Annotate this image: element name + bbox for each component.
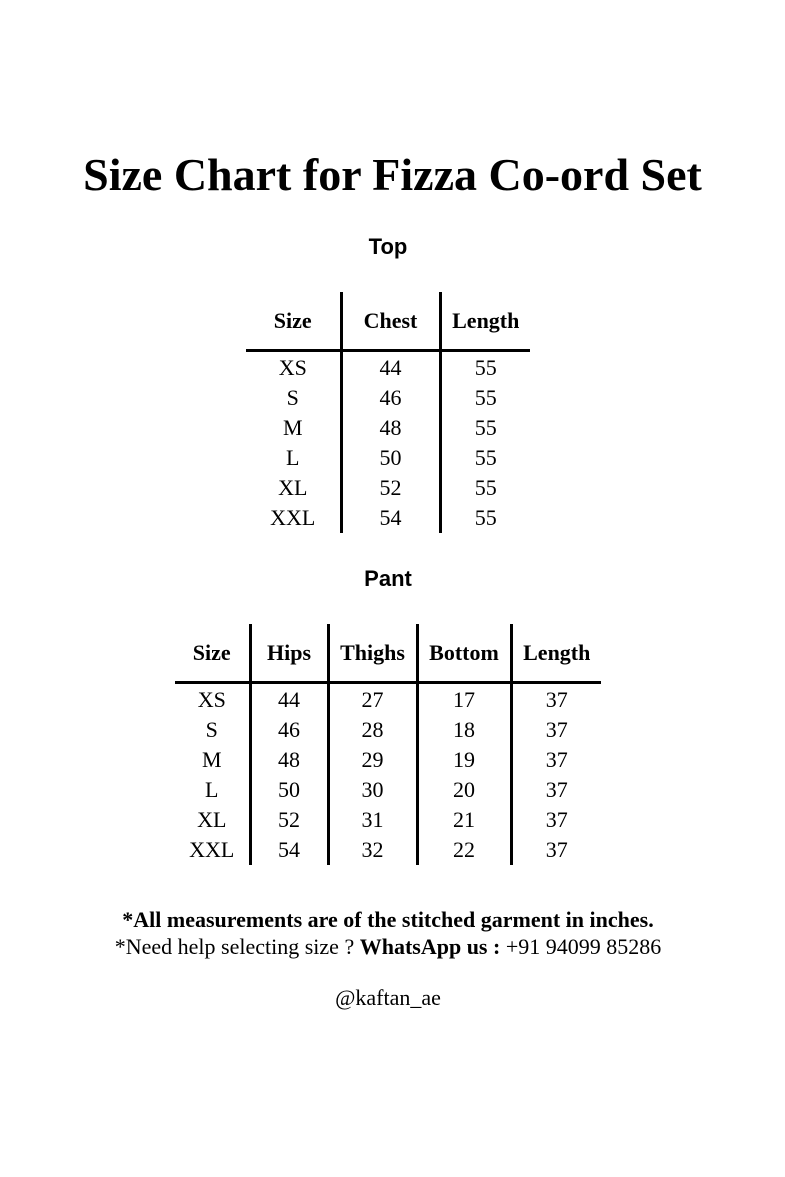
chest-cell: 46 <box>341 383 440 413</box>
pant-header-thighs: Thighs <box>328 624 417 683</box>
page-title: Size Chart for Fizza Co-ord Set <box>83 149 702 200</box>
hips-cell: 54 <box>250 835 328 865</box>
length-cell: 55 <box>474 385 497 410</box>
chest-cell: 48 <box>341 413 440 443</box>
bottom-cell: 22 <box>417 835 511 865</box>
size-cell: M <box>246 413 341 443</box>
table-row <box>175 683 601 716</box>
thighs-cell: 29 <box>328 745 417 775</box>
table-row <box>246 351 530 384</box>
thighs-cell: 31 <box>328 805 417 835</box>
table-row <box>246 503 530 533</box>
size-cell: M <box>175 745 250 775</box>
hips-cell: 52 <box>250 805 328 835</box>
table-row <box>246 473 530 503</box>
top-header-length: Length <box>440 292 530 351</box>
length-cell: 37 <box>545 777 568 802</box>
chest-cell: 52 <box>341 473 440 503</box>
bottom-cell: 17 <box>417 683 511 716</box>
chest-cell: 44 <box>341 351 440 384</box>
size-cell: S <box>175 715 250 745</box>
length-cell: 37 <box>545 747 568 772</box>
pant-header-length: Length <box>511 624 601 683</box>
thighs-cell: 30 <box>328 775 417 805</box>
length-cell: 55 <box>474 415 497 440</box>
hips-cell: 46 <box>250 715 328 745</box>
help-note <box>0 933 776 961</box>
thighs-cell: 28 <box>328 715 417 745</box>
size-cell: XXL <box>246 503 341 533</box>
size-cell: XL <box>175 805 250 835</box>
pant-size-table <box>175 624 601 865</box>
bottom-cell: 20 <box>417 775 511 805</box>
hips-cell: 50 <box>250 775 328 805</box>
bottom-cell: 19 <box>417 745 511 775</box>
size-cell: L <box>175 775 250 805</box>
table-row <box>175 775 601 805</box>
measurement-note: *All measurements are of the stitched garment in inches. <box>122 907 654 932</box>
table-row <box>246 383 530 413</box>
top-size-table <box>246 292 530 533</box>
top-table-header-row <box>246 292 530 351</box>
table-row <box>175 715 601 745</box>
size-cell: XL <box>246 473 341 503</box>
size-cell: S <box>246 383 341 413</box>
whatsapp-label: WhatsApp us : <box>359 934 501 959</box>
table-row <box>246 443 530 473</box>
help-prefix: *Need help selecting size ? <box>114 934 360 959</box>
top-header-size: Size <box>246 292 341 351</box>
size-cell: XS <box>246 351 341 384</box>
length-cell: 37 <box>545 687 568 712</box>
length-cell: 55 <box>474 355 497 380</box>
size-cell: L <box>246 443 341 473</box>
size-cell: XXL <box>175 835 250 865</box>
pant-section-heading: Pant <box>364 566 412 591</box>
length-cell: 37 <box>545 837 568 862</box>
table-row <box>175 745 601 775</box>
table-row <box>175 835 601 865</box>
hips-cell: 48 <box>250 745 328 775</box>
length-cell: 55 <box>474 475 497 500</box>
pant-header-bottom: Bottom <box>417 624 511 683</box>
table-row <box>175 805 601 835</box>
pant-header-hips: Hips <box>250 624 328 683</box>
thighs-cell: 27 <box>328 683 417 716</box>
pant-header-size: Size <box>175 624 250 683</box>
pant-table-header-row <box>175 624 601 683</box>
length-cell: 55 <box>474 445 497 470</box>
top-section-heading: Top <box>368 234 408 259</box>
top-header-chest: Chest <box>341 292 440 351</box>
chest-cell: 54 <box>341 503 440 533</box>
length-cell: 37 <box>545 717 568 742</box>
thighs-cell: 32 <box>328 835 417 865</box>
social-handle: @kaftan_ae <box>335 985 441 1010</box>
whatsapp-phone: +91 94099 85286 <box>500 934 662 959</box>
length-cell: 55 <box>474 505 497 530</box>
size-cell: XS <box>175 683 250 716</box>
length-cell: 37 <box>545 807 568 832</box>
bottom-cell: 18 <box>417 715 511 745</box>
hips-cell: 44 <box>250 683 328 716</box>
bottom-cell: 21 <box>417 805 511 835</box>
chest-cell: 50 <box>341 443 440 473</box>
table-row <box>246 413 530 443</box>
